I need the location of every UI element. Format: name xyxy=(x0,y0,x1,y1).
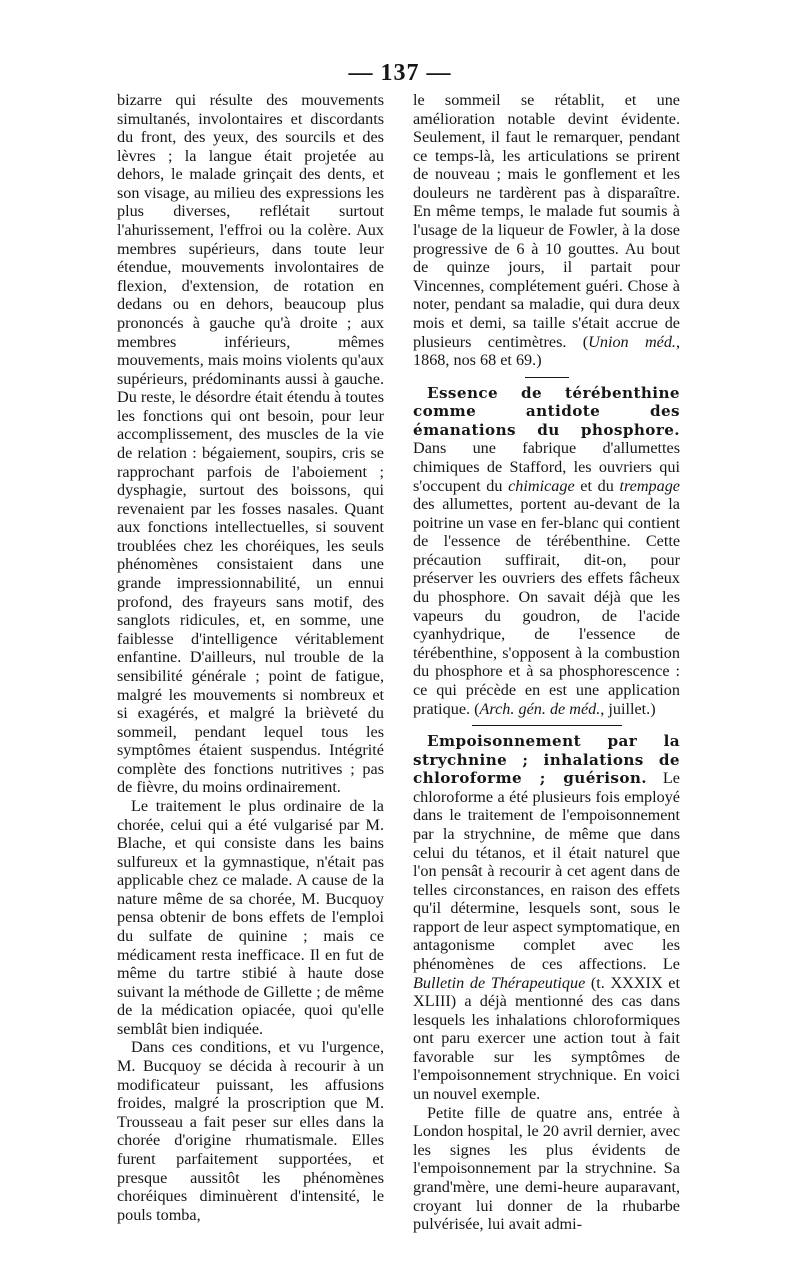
left-column xyxy=(117,91,384,1224)
reference-details: , 1868, nos 68 et 69.) xyxy=(413,332,681,370)
reference-details: , juillet.) xyxy=(600,699,656,718)
section-divider xyxy=(525,377,569,378)
journal-reference: Arch. gén. de méd. xyxy=(479,699,601,718)
article-text: Le chloroforme a été plusieurs fois employé dans le traitement de l'empoisonnement par la strychnine, de même que dans celui du tétanos, et il était naturel que l'on pensât à recourir à cet agent dans de telles circonstances, en raison des effets qu'il détermine, lesquels sont, sous le rapport de leur aspect symptomatique, en antagonisme complet avec les phénomènes de ces affections. Le xyxy=(413,769,681,974)
italic-term: chimicage xyxy=(508,476,575,495)
paragraph: bizarre qui résulte des mouvements simultanés, involontaires et discordants du front, des yeux, des sourcils et des lèvres ; la langue était projetée au dehors, le malade grinçait des dents, et son visage, au milieu des expressions les plus diverses, reflétait surtout l'ahurissement, l'effroi ou la colère. Aux membres supérieurs, dans toute leur étendue, mouvements involontaires de flexion, d'extension, de rotation en dedans ou en dehors, beaucoup plus prononcés à gauche qu'à droite ; aux membres inférieurs, mêmes mouvements, mais moins violents qu'aux supérieurs, prédominants aussi à gauche. Du reste, le désordre était étendu à toutes les fonctions qui ont besoin, pour leur accomplissement, des muscles de la vie de relation : bégaiement, soupirs, cris se rapprochant parfois de l'aboiement ; dysphagie, surtout des boissons, qui revenaient par les fosses nasales. Quant aux fonctions intellectuelles, si souvent troublées chez les choréiques, les seuls phénomènes consistaient dans une grande impressionnabilité, un ennui profond, des frayeurs sans motif, des sanglots ridicules, et, en somme, une faiblesse d'intelligence véritablement enfantine. D'ailleurs, nul trouble de la sensibilité générale ; point de fatigue, malgré les mouvements si nombreux et si exagérés, et malgré la brièveté du sommeil, pendant lequel tous les symptômes étaient suspendus. Intégrité complète des fonctions nutritives ; pas de fièvre, du moins ordinairement. xyxy=(117,91,384,797)
paragraph-text: le sommeil se rétablit, et une amélioration notable devint évidente. Seulement, il faut le remarquer, pendant ce temps-là, les articulations se prirent de nouveau ; mais le gonflement et les douleurs ne tardèrent pas à disparaître. En même temps, le malade fut soumis à l'usage de la liqueur de Fowler, à la dose progressive de 6 à 10 gouttes. Au bout de quinze jours, il partait pour Vincennes, complétement guéri. Chose à noter, pendant sa maladie, qui dura deux mois et demi, sa taille s'était accrue de plusieurs centimètres. xyxy=(413,91,680,351)
right-column xyxy=(413,91,680,1234)
section-divider xyxy=(472,725,622,726)
article-text: des allumettes, portent au-devant de la poitrine un vase en fer-blanc qui contient de l'essence de térébenthine. Cette précaution suffirait, dit-on, pour préserver les ouvriers des effets fâcheux du phosphore. On savait déjà que les vapeurs du goudron, de l'acide cyanhydrique, de l'essence de térébenthine, s'opposent à la combustion du phosphore et à sa phosphorescence : ce qui précède en est une application pratique. ( xyxy=(413,495,680,718)
paragraph: Petite fille de quatre ans, entrée à London hospital, le 20 avril dernier, avec les signes les plus évidents de l'empoisonnement par la strychnine. Sa grand'mère, une demi-heure auparavant, croyant lui donner de la rhubarbe pulvérisée, lui avait admi- xyxy=(413,1103,680,1234)
page-number: — 137 — xyxy=(348,60,452,86)
journal-reference: Bulletin de Thérapeutique xyxy=(413,973,586,992)
article-essence-terebenthine xyxy=(413,384,680,718)
article-heading: Empoisonnement par la strychnine ; inhalations de chloroforme ; guérison. xyxy=(413,732,680,788)
paragraph xyxy=(413,91,680,370)
italic-term: trempage xyxy=(619,476,680,495)
reference-open: ( xyxy=(566,332,589,351)
article-text: (t. XXXIX et XLIII) a déjà mentionné des cas dans lesquels les inhalations chloroformiques ont paru exercer une action tout à fait favorable sur les symptômes de l'empoisonnement strychnique. En voici un nouvel exemple. xyxy=(413,973,680,1104)
journal-reference: Union méd. xyxy=(588,332,676,351)
paragraph: Dans ces conditions, et vu l'urgence, M. Bucquoy se décida à recourir à un modificateur puissant, les affusions froides, malgré la proscription que M. Trousseau a fait peser sur elles dans la chorée d'origine rhumatismale. Elles furent parfaitement supportées, et presque aussitôt les phénomènes choréiques diminuèrent d'intensité, le pouls tomba, xyxy=(117,1038,384,1224)
article-heading: Essence de térébenthine comme antidote des émanations du phosphore. xyxy=(413,383,680,439)
article-text: Dans une fabrique d'allumettes chimiques de Stafford, les ouvriers qui s'occupent du xyxy=(413,439,680,495)
article-empoisonnement-strychnine xyxy=(413,732,680,1104)
paragraph: Le traitement le plus ordinaire de la chorée, celui qui a été vulgarisé par M. Blache, et qui consiste dans les bains sulfureux et la gymnastique, n'était pas applicable chez ce malade. A cause de la nature même de sa chorée, M. Bucquoy pensa obtenir de bons effets de l'emploi du sulfate de quinine ; mais ce médicament resta inefficace. Il en fut de même du tartre stibié à haute dose suivant la méthode de Gillette ; de même de la médication opiacée, quoi qu'elle semblât bien indiquée. xyxy=(117,796,384,1038)
article-text: et du xyxy=(574,476,620,495)
